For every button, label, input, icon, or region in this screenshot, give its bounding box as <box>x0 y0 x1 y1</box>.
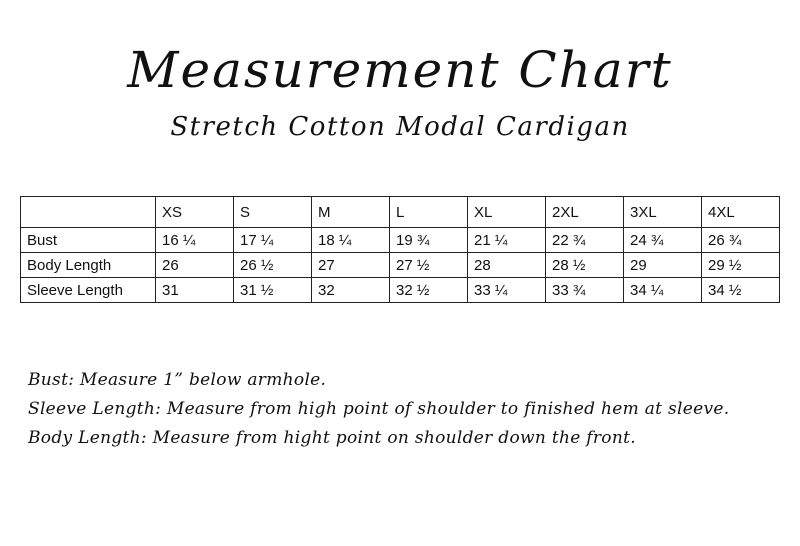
table-cell: 26 <box>156 253 234 278</box>
measurement-table <box>20 196 780 303</box>
table-cell: 31 <box>156 278 234 303</box>
table-cell: 28 <box>468 253 546 278</box>
table-cell: 21 ¼ <box>468 228 546 253</box>
table-cell: 18 ¼ <box>312 228 390 253</box>
table-header-row <box>21 197 780 228</box>
table-cell: 33 ¾ <box>546 278 624 303</box>
size-header: 2XL <box>546 197 624 228</box>
table-cell: 29 ½ <box>702 253 780 278</box>
note-body-length: Body Length: Measure from hight point on shoulder down the front. <box>28 428 636 448</box>
note-bust: Bust: Measure 1” below armhole. <box>28 370 327 390</box>
row-label: Sleeve Length <box>21 278 156 303</box>
table-cell: 26 ½ <box>234 253 312 278</box>
table-cell: 29 <box>624 253 702 278</box>
row-label: Bust <box>21 228 156 253</box>
table-cell: 33 ¼ <box>468 278 546 303</box>
table-cell: 22 ¾ <box>546 228 624 253</box>
table-cell: 28 ½ <box>546 253 624 278</box>
table-row-body-length <box>21 253 780 278</box>
note-sleeve-length: Sleeve Length: Measure from high point of shoulder to finished hem at sleeve. <box>28 399 730 419</box>
size-header: L <box>390 197 468 228</box>
size-header: XS <box>156 197 234 228</box>
page-subtitle: Stretch Cotton Modal Cardigan <box>170 112 630 142</box>
table-cell: 31 ½ <box>234 278 312 303</box>
table-cell: 34 ½ <box>702 278 780 303</box>
page-title: Measurement Chart <box>127 41 673 99</box>
table-cell: 16 ¼ <box>156 228 234 253</box>
table-cell: 19 ¾ <box>390 228 468 253</box>
size-header: 3XL <box>624 197 702 228</box>
table-row-sleeve-length <box>21 278 780 303</box>
table-cell: 32 ½ <box>390 278 468 303</box>
row-label: Body Length <box>21 253 156 278</box>
table-cell: 24 ¾ <box>624 228 702 253</box>
table-cell: 26 ¾ <box>702 228 780 253</box>
table-corner-cell <box>21 197 156 228</box>
table-cell: 32 <box>312 278 390 303</box>
size-header: 4XL <box>702 197 780 228</box>
table-row-bust <box>21 228 780 253</box>
table-cell: 17 ¼ <box>234 228 312 253</box>
table-cell: 34 ¼ <box>624 278 702 303</box>
table-cell: 27 ½ <box>390 253 468 278</box>
table-cell: 27 <box>312 253 390 278</box>
size-header: M <box>312 197 390 228</box>
size-header: XL <box>468 197 546 228</box>
measurement-notes <box>28 366 798 453</box>
size-header: S <box>234 197 312 228</box>
